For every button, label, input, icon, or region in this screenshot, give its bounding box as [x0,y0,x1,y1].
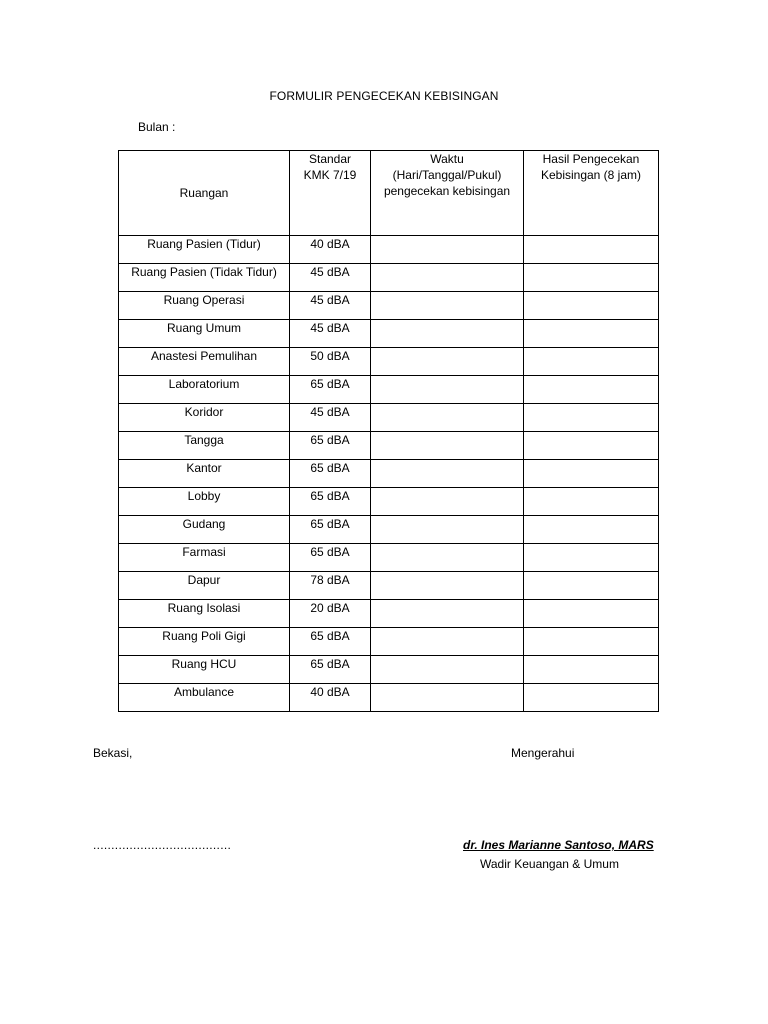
time-cell[interactable] [371,292,524,320]
header-result [524,151,659,236]
table-row [119,432,659,460]
time-cell[interactable] [371,320,524,348]
result-cell[interactable] [524,488,659,516]
time-cell[interactable] [371,572,524,600]
table-row [119,460,659,488]
result-cell[interactable] [524,628,659,656]
result-cell[interactable] [524,404,659,432]
table-row [119,656,659,684]
header-time-line1: Waktu [430,152,464,166]
form-title: FORMULIR PENGECEKAN KEBISINGAN [269,89,499,103]
result-cell[interactable] [524,320,659,348]
standard-cell: 50 dBA [290,348,371,376]
table-row [119,488,659,516]
table-row [119,404,659,432]
standard-cell: 65 dBA [290,628,371,656]
standard-cell: 45 dBA [290,292,371,320]
time-cell[interactable] [371,236,524,264]
room-cell: Ruang Umum [119,320,290,348]
room-cell: Ambulance [119,684,290,712]
time-cell[interactable] [371,488,524,516]
standard-cell: 65 dBA [290,376,371,404]
time-cell[interactable] [371,544,524,572]
standard-cell: 65 dBA [290,656,371,684]
standard-cell: 45 dBA [290,320,371,348]
standard-cell: 40 dBA [290,684,371,712]
header-standard [290,151,371,236]
room-cell: Ruang Operasi [119,292,290,320]
standard-cell: 65 dBA [290,544,371,572]
signatory-title: Wadir Keuangan & Umum [480,857,619,871]
standard-cell: 45 dBA [290,264,371,292]
room-cell: Tangga [119,432,290,460]
room-cell: Farmasi [119,544,290,572]
time-cell[interactable] [371,348,524,376]
noise-check-table [118,150,659,712]
month-label: Bulan : [138,120,176,134]
header-room-label: Ruangan [179,186,229,200]
table-row [119,684,659,712]
table-row [119,320,659,348]
result-cell[interactable] [524,572,659,600]
header-time-line3: pengecekan kebisingan [383,184,511,198]
header-time [371,151,524,236]
room-cell: Laboratorium [119,376,290,404]
header-room [119,151,290,236]
result-cell[interactable] [524,432,659,460]
signature-blank-line: ...................................... [93,838,232,852]
result-cell[interactable] [524,460,659,488]
standard-cell: 45 dBA [290,404,371,432]
time-cell[interactable] [371,376,524,404]
time-cell[interactable] [371,628,524,656]
standard-cell: 40 dBA [290,236,371,264]
standard-cell: 78 dBA [290,572,371,600]
signature-location-label: Bekasi, [93,746,133,760]
signature-approval-label: Mengerahui [511,746,575,760]
result-cell[interactable] [524,600,659,628]
result-cell[interactable] [524,516,659,544]
header-standard-line2: KMK 7/19 [303,168,357,182]
result-cell[interactable] [524,544,659,572]
room-cell: Ruang Isolasi [119,600,290,628]
table-row [119,264,659,292]
table-row [119,572,659,600]
result-cell[interactable] [524,348,659,376]
room-cell: Ruang Pasien (Tidur) [119,236,290,264]
table-header-row [119,151,659,236]
time-cell[interactable] [371,684,524,712]
result-cell[interactable] [524,376,659,404]
room-cell: Ruang HCU [119,656,290,684]
time-cell[interactable] [371,600,524,628]
standard-cell: 65 dBA [290,432,371,460]
room-cell: Ruang Pasien (Tidak Tidur) [119,264,290,292]
standard-cell: 20 dBA [290,600,371,628]
header-result-line2: Kebisingan (8 jam) [540,168,642,182]
result-cell[interactable] [524,292,659,320]
header-result-line1: Hasil Pengecekan [542,152,640,166]
standard-cell: 65 dBA [290,516,371,544]
standard-cell: 65 dBA [290,460,371,488]
result-cell[interactable] [524,684,659,712]
room-cell: Kantor [119,460,290,488]
table-row [119,544,659,572]
room-cell: Dapur [119,572,290,600]
room-cell: Lobby [119,488,290,516]
table-row [119,292,659,320]
signatory-name: dr. Ines Marianne Santoso, MARS [463,838,654,852]
time-cell[interactable] [371,516,524,544]
table-row [119,600,659,628]
time-cell[interactable] [371,404,524,432]
result-cell[interactable] [524,236,659,264]
room-cell: Ruang Poli Gigi [119,628,290,656]
table-row [119,516,659,544]
room-cell: Koridor [119,404,290,432]
header-time-line2: (Hari/Tanggal/Pukul) [392,168,502,182]
time-cell[interactable] [371,264,524,292]
time-cell[interactable] [371,432,524,460]
table-row [119,236,659,264]
table-row [119,348,659,376]
table-row [119,376,659,404]
standard-cell: 65 dBA [290,488,371,516]
result-cell[interactable] [524,264,659,292]
header-standard-line1: Standar [308,152,352,166]
table-row [119,628,659,656]
room-cell: Anastesi Pemulihan [119,348,290,376]
room-cell: Gudang [119,516,290,544]
result-cell[interactable] [524,656,659,684]
time-cell[interactable] [371,656,524,684]
time-cell[interactable] [371,460,524,488]
